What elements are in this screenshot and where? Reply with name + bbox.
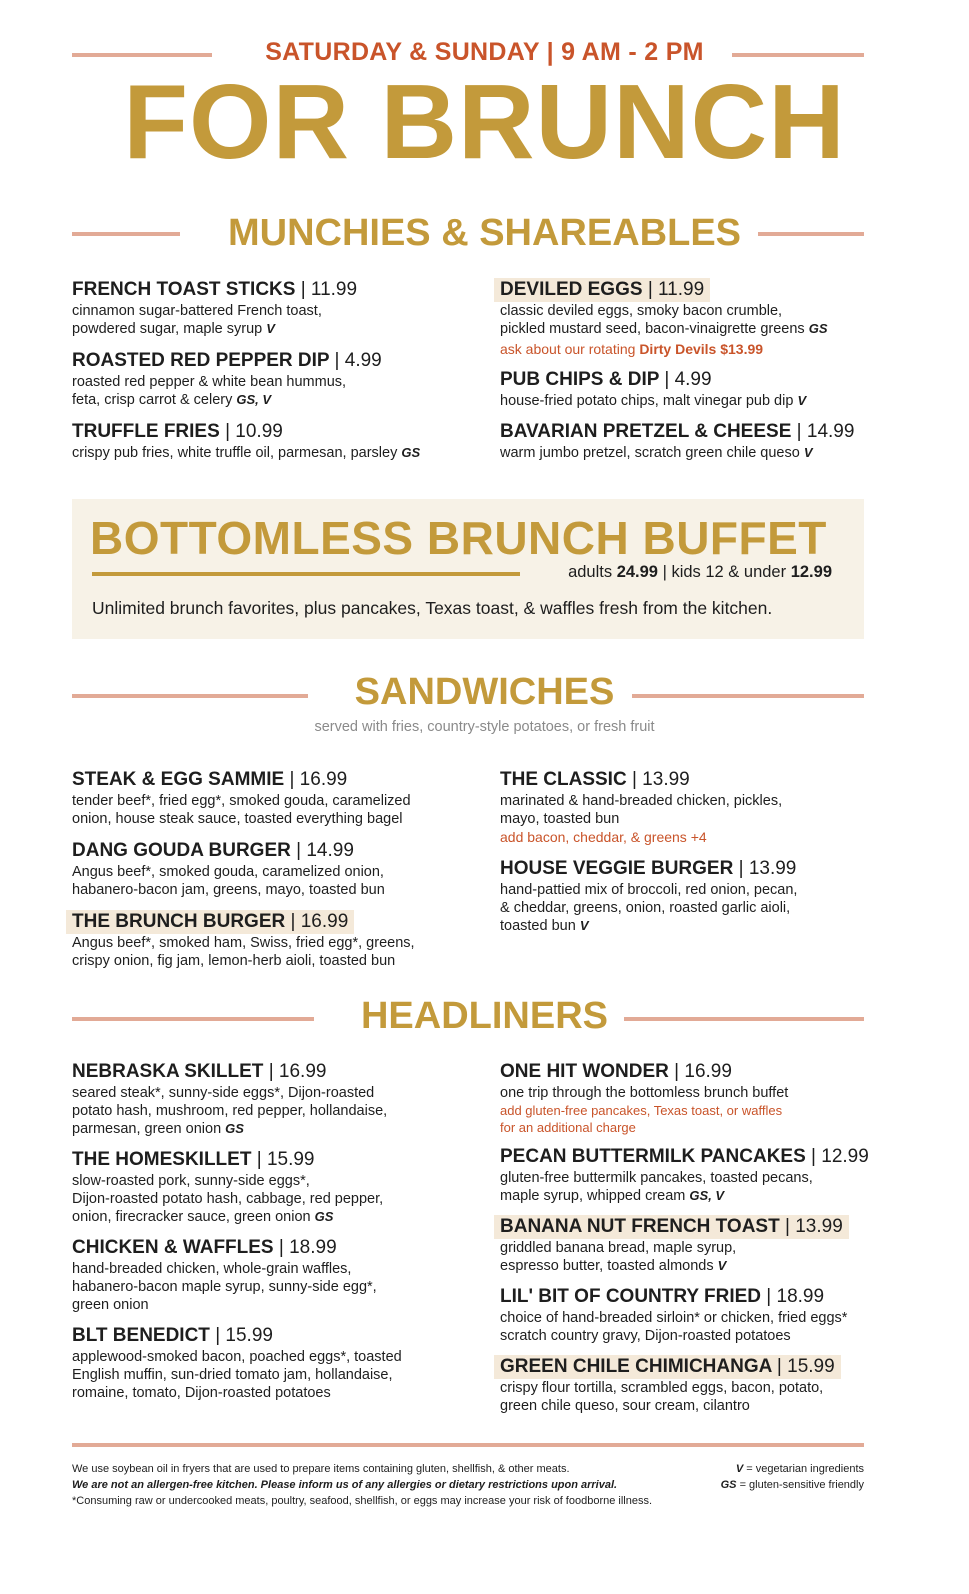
item-name: ONE HIT WONDER	[500, 1061, 669, 1082]
menu-item	[72, 278, 472, 338]
diet-tag: GS	[225, 1121, 244, 1136]
diet-tag: V	[797, 393, 807, 408]
item-price: | 15.99	[256, 1149, 315, 1170]
headliners-left-column	[72, 1060, 472, 1402]
desc-line: parmesan, green onion	[72, 1121, 222, 1137]
item-price: | 16.99	[290, 911, 349, 932]
item-desc	[72, 373, 472, 409]
sandwiches-subheading: served with fries, country-style potatoes, or fresh fruit	[314, 719, 655, 735]
item-price: | 14.99	[296, 840, 354, 861]
item-title	[72, 839, 354, 863]
desc-line: warm jumbo pretzel, scratch green chile queso	[500, 445, 800, 461]
diet-tag: V	[717, 1258, 727, 1273]
hours-banner: SATURDAY & SUNDAY | 9 AM - 2 PM	[265, 38, 704, 66]
note-line: for an additional charge	[500, 1120, 636, 1135]
desc-line: classic deviled eggs, smoky bacon crumble,	[500, 303, 783, 319]
item-title	[500, 368, 712, 392]
item-name: CHICKEN & WAFFLES	[72, 1237, 274, 1258]
desc-line: Dijon-roasted potato hash, cabbage, red pepper,	[72, 1191, 384, 1207]
item-price: | 13.99	[738, 858, 797, 879]
desc-line: potato hash, mushroom, red pepper, hollandaise,	[72, 1103, 388, 1119]
desc-line: crispy flour tortilla, scrambled eggs, bacon, potato,	[500, 1380, 824, 1396]
diet-tag: V	[266, 321, 275, 336]
item-title	[500, 1145, 869, 1169]
sandwiches-left-column	[72, 768, 472, 970]
desc-line: habanero-bacon jam, greens, mayo, toasted bun	[72, 882, 385, 898]
kids-label: | kids 12 & under	[662, 563, 787, 581]
desc-line: choice of hand-breaded sirloin* or chicken, fried eggs*	[500, 1310, 848, 1326]
item-title	[72, 1060, 326, 1084]
footer-line-2: We are not an allergen-free kitchen. Please inform us of any allergies or dietary restrictions upon arrival.	[72, 1479, 618, 1491]
item-price: | 18.99	[766, 1286, 825, 1307]
item-title	[72, 1236, 337, 1260]
item-desc	[500, 1379, 880, 1415]
desc-line: pickled mustard seed, bacon-vinaigrette greens	[500, 321, 805, 337]
footer-disclaimer	[72, 1461, 712, 1509]
buffet-panel	[72, 499, 864, 639]
footer-line-3: *Consuming raw or undercooked meats, poultry, seafood, shellfish, or eggs may increase your risk of foodborne illness.	[72, 1495, 653, 1507]
menu-item	[72, 768, 472, 828]
diet-tag: GS	[314, 1209, 334, 1224]
diet-tag: GS	[401, 445, 421, 460]
item-name: PECAN BUTTERMILK PANCAKES	[500, 1146, 806, 1167]
item-desc	[72, 444, 472, 462]
item-desc	[500, 1309, 880, 1345]
menu-item	[72, 910, 472, 970]
menu-item	[500, 857, 870, 935]
desc-line: onion, firecracker sauce, green onion	[72, 1209, 311, 1225]
desc-line: scratch country gravy, Dijon-roasted potatoes	[500, 1328, 791, 1344]
item-name: TRUFFLE FRIES	[72, 421, 220, 442]
legend-text: = vegetarian ingredients	[746, 1463, 864, 1475]
desc-line: toasted bun	[500, 918, 576, 934]
menu-item	[500, 278, 870, 358]
item-price: | 13.99	[785, 1216, 843, 1237]
item-desc	[72, 934, 472, 970]
item-name: DANG GOUDA BURGER	[72, 840, 291, 861]
desc-line: crispy onion, fig jam, lemon-herb aioli, toasted bun	[72, 953, 396, 969]
item-title	[66, 910, 354, 934]
desc-line: feta, crisp carrot & celery	[72, 392, 233, 408]
munchies-left-column	[72, 278, 472, 462]
item-desc	[500, 1084, 880, 1102]
item-name: THE HOMESKILLET	[72, 1149, 252, 1170]
item-desc	[72, 792, 472, 828]
desc-line: & cheddar, greens, onion, roasted garlic aioli,	[500, 900, 791, 916]
item-name: BLT BENEDICT	[72, 1325, 210, 1346]
item-price: | 4.99	[664, 369, 712, 390]
diet-tag: GS	[808, 321, 828, 336]
menu-item	[72, 839, 472, 899]
item-name: BANANA NUT FRENCH TOAST	[500, 1216, 780, 1237]
item-title	[72, 1324, 273, 1348]
item-price: | 4.99	[334, 350, 382, 371]
desc-line: onion, house steak sauce, toasted everything bagel	[72, 811, 403, 827]
item-title	[72, 349, 382, 373]
diet-tag: V	[803, 445, 813, 460]
desc-line: green chile queso, sour cream, cilantro	[500, 1398, 750, 1414]
note-text: ask about our rotating	[500, 341, 636, 357]
item-desc	[72, 1084, 472, 1138]
item-price: | 14.99	[796, 421, 855, 442]
item-price: | 16.99	[674, 1061, 732, 1082]
sandwiches-right-column	[500, 768, 870, 935]
desc-line: tender beef*, fried egg*, smoked gouda, caramelized	[72, 793, 411, 809]
item-title	[72, 768, 347, 792]
item-name: ROASTED RED PEPPER DIP	[72, 350, 330, 371]
item-desc	[72, 302, 472, 338]
item-desc	[500, 392, 870, 410]
desc-line: powdered sugar, maple syrup	[72, 321, 263, 337]
desc-line: espresso butter, toasted almonds	[500, 1258, 714, 1274]
legend-key: V	[735, 1463, 744, 1475]
item-title	[494, 278, 710, 302]
desc-line: Angus beef*, smoked ham, Swiss, fried egg*, greens,	[72, 935, 415, 951]
item-note	[500, 1102, 880, 1136]
item-title	[500, 768, 690, 792]
adults-label: adults	[568, 563, 613, 581]
item-title	[72, 278, 357, 302]
footer-legend	[700, 1461, 864, 1493]
desc-line: romaine, tomato, Dijon-roasted potatoes	[72, 1385, 331, 1401]
item-title	[494, 1215, 849, 1239]
desc-line: maple syrup, whipped cream	[500, 1188, 686, 1204]
desc-line: cinnamon sugar-battered French toast,	[72, 303, 322, 319]
item-name: LIL' BIT OF COUNTRY FRIED	[500, 1286, 762, 1307]
item-desc	[72, 1172, 472, 1226]
legend-vegetarian	[700, 1461, 864, 1477]
desc-line: applewood-smoked bacon, poached eggs*, toasted	[72, 1349, 402, 1365]
diet-tag: GS, V	[236, 392, 272, 407]
item-price: | 13.99	[631, 769, 690, 790]
buffet-title: BOTTOMLESS BRUNCH BUFFET	[90, 512, 827, 564]
menu-item	[72, 1236, 472, 1314]
menu-item	[72, 1324, 472, 1402]
headliners-heading: HEADLINERS	[360, 995, 609, 1037]
item-title	[72, 420, 283, 444]
buffet-pricing	[568, 563, 832, 582]
desc-line: seared steak*, sunny-side eggs*, Dijon-roasted	[72, 1085, 375, 1101]
item-price: | 12.99	[811, 1146, 869, 1167]
desc-line: habanero-bacon maple syrup, sunny-side egg*,	[72, 1279, 377, 1295]
desc-line: gluten-free buttermilk pancakes, toasted pecans,	[500, 1170, 813, 1186]
legend-text: = gluten-sensitive friendly	[739, 1479, 864, 1491]
item-name: HOUSE VEGGIE BURGER	[500, 858, 734, 879]
item-price: | 10.99	[225, 421, 283, 442]
item-name: NEBRASKA SKILLET	[72, 1061, 264, 1082]
desc-line: griddled banana bread, maple syrup,	[500, 1240, 737, 1256]
desc-line: mayo, toasted bun	[500, 811, 620, 827]
diet-tag: V	[579, 918, 589, 933]
kids-price: 12.99	[790, 563, 832, 581]
note-line: add gluten-free pancakes, Texas toast, or waffles	[500, 1103, 783, 1118]
note-highlight: Dirty Devils $13.99	[639, 341, 764, 357]
item-price: | 16.99	[268, 1061, 327, 1082]
desc-line: house-fried potato chips, malt vinegar pub dip	[500, 393, 794, 409]
item-name: STEAK & EGG SAMMIE	[72, 769, 285, 790]
buffet-description: Unlimited brunch favorites, plus pancakes, Texas toast, & waffles fresh from the kitchen.	[92, 598, 773, 618]
item-desc	[72, 1348, 472, 1402]
desc-line: hand-breaded chicken, whole-grain waffles,	[72, 1261, 352, 1277]
item-title	[500, 1285, 824, 1309]
item-desc	[500, 1239, 880, 1275]
headliners-right-column	[500, 1060, 880, 1415]
item-price: | 16.99	[289, 769, 348, 790]
menu-item	[72, 420, 472, 462]
adults-price: 24.99	[616, 563, 658, 581]
menu-item	[500, 368, 870, 410]
item-name: GREEN CHILE CHIMICHANGA	[500, 1356, 772, 1377]
desc-line: green onion	[72, 1297, 149, 1313]
menu-item	[500, 1145, 880, 1205]
item-price: | 11.99	[300, 279, 358, 300]
menu-item	[72, 349, 472, 409]
item-name: FRENCH TOAST STICKS	[72, 279, 296, 300]
item-price: | 15.99	[215, 1325, 273, 1346]
menu-item	[500, 1355, 880, 1415]
item-desc	[500, 302, 870, 338]
item-desc	[500, 881, 870, 935]
item-title	[500, 1060, 732, 1084]
item-title	[494, 1355, 841, 1379]
desc-line: roasted red pepper & white bean hummus,	[72, 374, 347, 390]
item-name: BAVARIAN PRETZEL & CHEESE	[500, 421, 792, 442]
item-price: | 18.99	[278, 1237, 337, 1258]
footer-line-1: We use soybean oil in fryers that are used to prepare items containing gluten, shellfish, & other meats.	[72, 1463, 570, 1475]
menu-item	[500, 768, 870, 846]
legend-key: GS	[720, 1479, 737, 1491]
desc-line: hand-pattied mix of broccoli, red onion, pecan,	[500, 882, 798, 898]
legend-gluten-sensitive	[700, 1477, 864, 1493]
menu-item	[500, 420, 870, 462]
item-price: | 15.99	[776, 1356, 835, 1377]
item-title	[500, 857, 796, 881]
sandwiches-heading: SANDWICHES	[354, 671, 615, 713]
munchies-heading: MUNCHIES & SHAREABLES	[227, 212, 742, 254]
desc-line: crispy pub fries, white truffle oil, parmesan, parsley	[72, 445, 398, 461]
item-note	[500, 340, 870, 358]
item-desc	[500, 1169, 880, 1205]
page-title: FOR BRUNCH	[123, 63, 846, 181]
munchies-right-column	[500, 278, 870, 462]
item-price: | 11.99	[647, 279, 705, 300]
item-desc	[500, 444, 870, 462]
item-title	[500, 420, 854, 444]
diet-tag: GS, V	[689, 1188, 725, 1203]
menu-item	[500, 1060, 880, 1136]
item-desc	[72, 1260, 472, 1314]
desc-line: English muffin, sun-dried tomato jam, hollandaise,	[72, 1367, 393, 1383]
menu-item	[72, 1148, 472, 1226]
item-name: THE CLASSIC	[500, 769, 627, 790]
menu-item	[500, 1215, 880, 1275]
desc-line: marinated & hand-breaded chicken, pickles,	[500, 793, 783, 809]
item-note: add bacon, cheddar, & greens +4	[500, 829, 707, 845]
footer-rule	[72, 1443, 864, 1447]
item-desc	[500, 792, 870, 828]
desc-line: Angus beef*, smoked gouda, caramelized onion,	[72, 864, 384, 880]
item-desc	[72, 863, 472, 899]
item-name: THE BRUNCH BURGER	[72, 911, 286, 932]
item-name: DEVILED EGGS	[500, 279, 643, 300]
menu-item	[72, 1060, 472, 1138]
buffet-rule	[92, 572, 520, 576]
item-name: PUB CHIPS & DIP	[500, 369, 660, 390]
menu-item	[500, 1285, 880, 1345]
desc-line: slow-roasted pork, sunny-side eggs*,	[72, 1173, 310, 1189]
desc-line: one trip through the bottomless brunch buffet	[500, 1085, 789, 1101]
item-title	[72, 1148, 315, 1172]
